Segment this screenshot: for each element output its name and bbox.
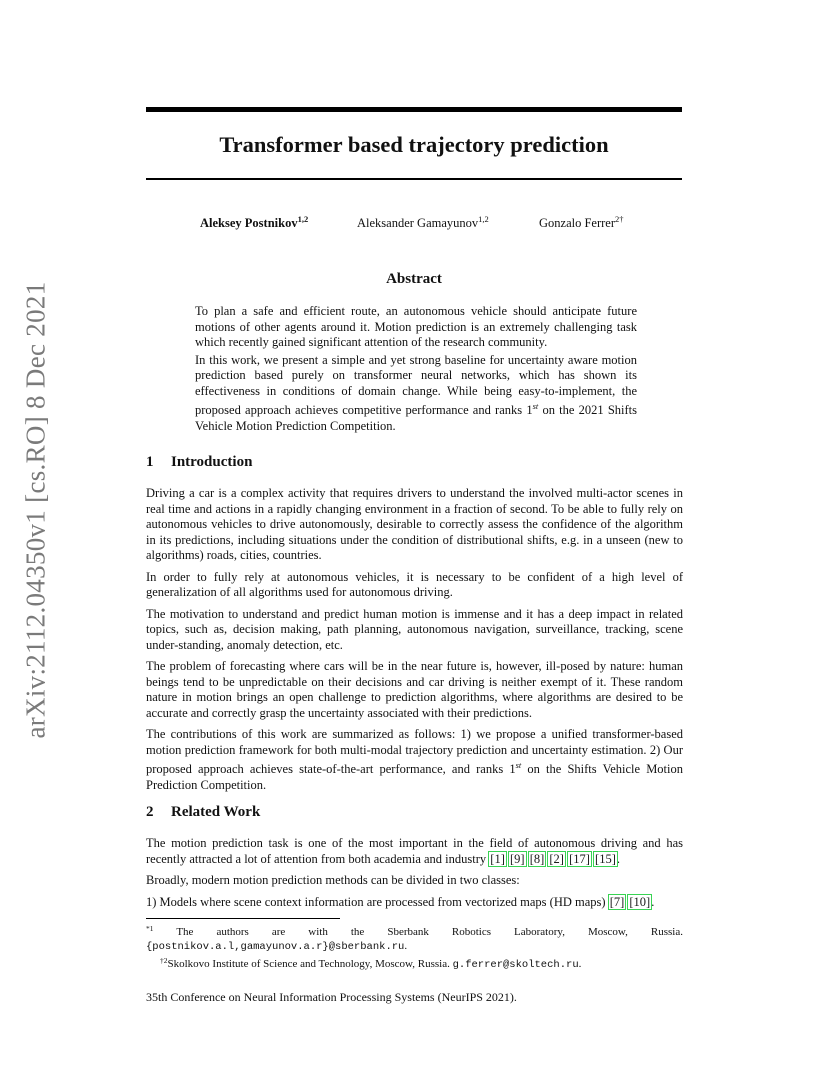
abstract-paragraph: To plan a safe and efficient route, an autonomous vehicle should anticipate future motions of other agents around it. Motion prediction is an extremely challenging task which recently gained significant attention of the research community. xyxy=(195,304,637,349)
abstract-heading: Abstract xyxy=(386,271,442,287)
body-paragraph: 1) Models where scene context information are processed from vectorized maps (HD maps) [7] [10]. xyxy=(146,894,655,909)
body-paragraph: In order to fully rely at autonomous vehicles, it is necessary to be confident of a high level of generalization of all algorithms used for autonomous driving. xyxy=(146,569,683,599)
citation-link[interactable]: [15] xyxy=(595,851,616,866)
section-heading-related-work: 2 Related Work xyxy=(146,804,261,820)
conference-note: 35th Conference on Neural Information Processing Systems (NeurIPS 2021). xyxy=(146,990,517,1004)
citation-link[interactable]: [9] xyxy=(509,851,525,866)
author-3: Gonzalo Ferrer$^{2\dagger}$ xyxy=(539,214,624,230)
author-1-affiliation: 1,2 xyxy=(297,214,309,224)
related-work-body xyxy=(146,836,683,916)
title-bottom-rule xyxy=(146,178,682,180)
abstract-body xyxy=(195,304,637,436)
citation-link[interactable]: [17] xyxy=(569,851,590,866)
author-list xyxy=(0,214,828,234)
body-paragraph: Broadly, modern motion prediction methods can be divided in two classes: xyxy=(146,873,520,887)
author-2: Aleksander Gamayunov$^{1,2}$ xyxy=(357,214,489,230)
footnote-rule xyxy=(146,918,340,919)
introduction-body xyxy=(146,486,683,799)
body-paragraph: The contributions of this work are summarized as follows: 1) we propose a unified transformer-based motion prediction framework for both multi-modal trajectory prediction and uncertainty estimation. 2) Our proposed approach achieves state-of-the-art performance, and ranks 1st on the Shifts Vehicle Motion Prediction Competition. xyxy=(146,727,684,792)
author-3-affiliation: 2† xyxy=(615,214,624,224)
section-heading-introduction: 1 Introduction xyxy=(146,454,253,470)
author-2-affiliation: 1,2 xyxy=(478,214,489,224)
arxiv-stamp[interactable]: arXiv:2112.04350v1 [cs.RO] 8 Dec 2021 xyxy=(20,281,51,739)
citation-link[interactable]: [2] xyxy=(549,851,564,866)
author-email[interactable]: g.ferrer@skoltech.ru xyxy=(452,959,579,971)
footnote-1: $^{*1}$ The authors are with the Sberbank Robotics Laboratory, Moscow, Russia. {postnikov.a.l,gamayunov.a.r}@sberbank.ru. xyxy=(146,924,683,953)
body-paragraph: Driving a car is a complex activity that requires drivers to understand the involved multi-actor scenes in real time and actions in a rapidly changing environment in a fraction of second. To be able to fully rely on autonomous vehicles to drive autonomously, desirable to correctly assess the confidence of the algorithm in its predictions, including situations under the condition of distributional shifts, e.g. in a unseen (new to algorithms) roads, cities, countries. xyxy=(146,486,683,562)
citation-link[interactable]: [10] xyxy=(629,894,651,909)
citation-link[interactable]: [1] xyxy=(490,851,505,866)
body-paragraph: The motion prediction task is one of the most important in the field of autonomous driving and has recently attracted a lot of attention from both academia and industry [1] [9] [8] [2] [17] [15]. xyxy=(146,836,683,866)
citation-link[interactable]: [7] xyxy=(609,894,625,909)
footnotes xyxy=(146,922,683,973)
paper-title: Transformer based trajectory prediction xyxy=(219,132,609,157)
author-1: Aleksey Postnikov$^{1,2}$ xyxy=(200,214,309,230)
citation-link[interactable]: [8] xyxy=(529,851,545,866)
abstract-paragraph: In this work, we present a simple and yet strong baseline for uncertainty aware motion prediction based purely on transformer neural networks, which has shown its effectiveness in conditions of domain change. While being easy-to-implement, the proposed approach achieves competitive performance and ranks 1st on the 2021 Shifts Vehicle Motion Prediction Competition. xyxy=(195,352,638,433)
footnote-2: $^{\dagger 2}$Skolkovo Institute of Science and Technology, Moscow, Russia. g.ferrer@skoltech.ru. xyxy=(160,956,582,971)
title-top-rule xyxy=(146,107,682,112)
author-emails[interactable]: {postnikov.a.l,gamayunov.a.r}@sberbank.ru xyxy=(146,940,405,953)
body-paragraph: The problem of forecasting where cars will be in the near future is, however, ill-posed by nature: human beings tend to be unpredictable on their decisions and car driving is neither exempt of it. These random nature in motion brings an open challenge to prediction algorithms, where algorithms are desired to be accurate and correctly grasp the uncertainty associated with their predictions. xyxy=(146,659,683,720)
body-paragraph: The motivation to understand and predict human motion is immense and it has a deep impact in related topics, such as, decision making, path planning, autonomous navigation, surveillance, tracking, scene under-standing, anomaly detection, etc. xyxy=(146,606,683,652)
